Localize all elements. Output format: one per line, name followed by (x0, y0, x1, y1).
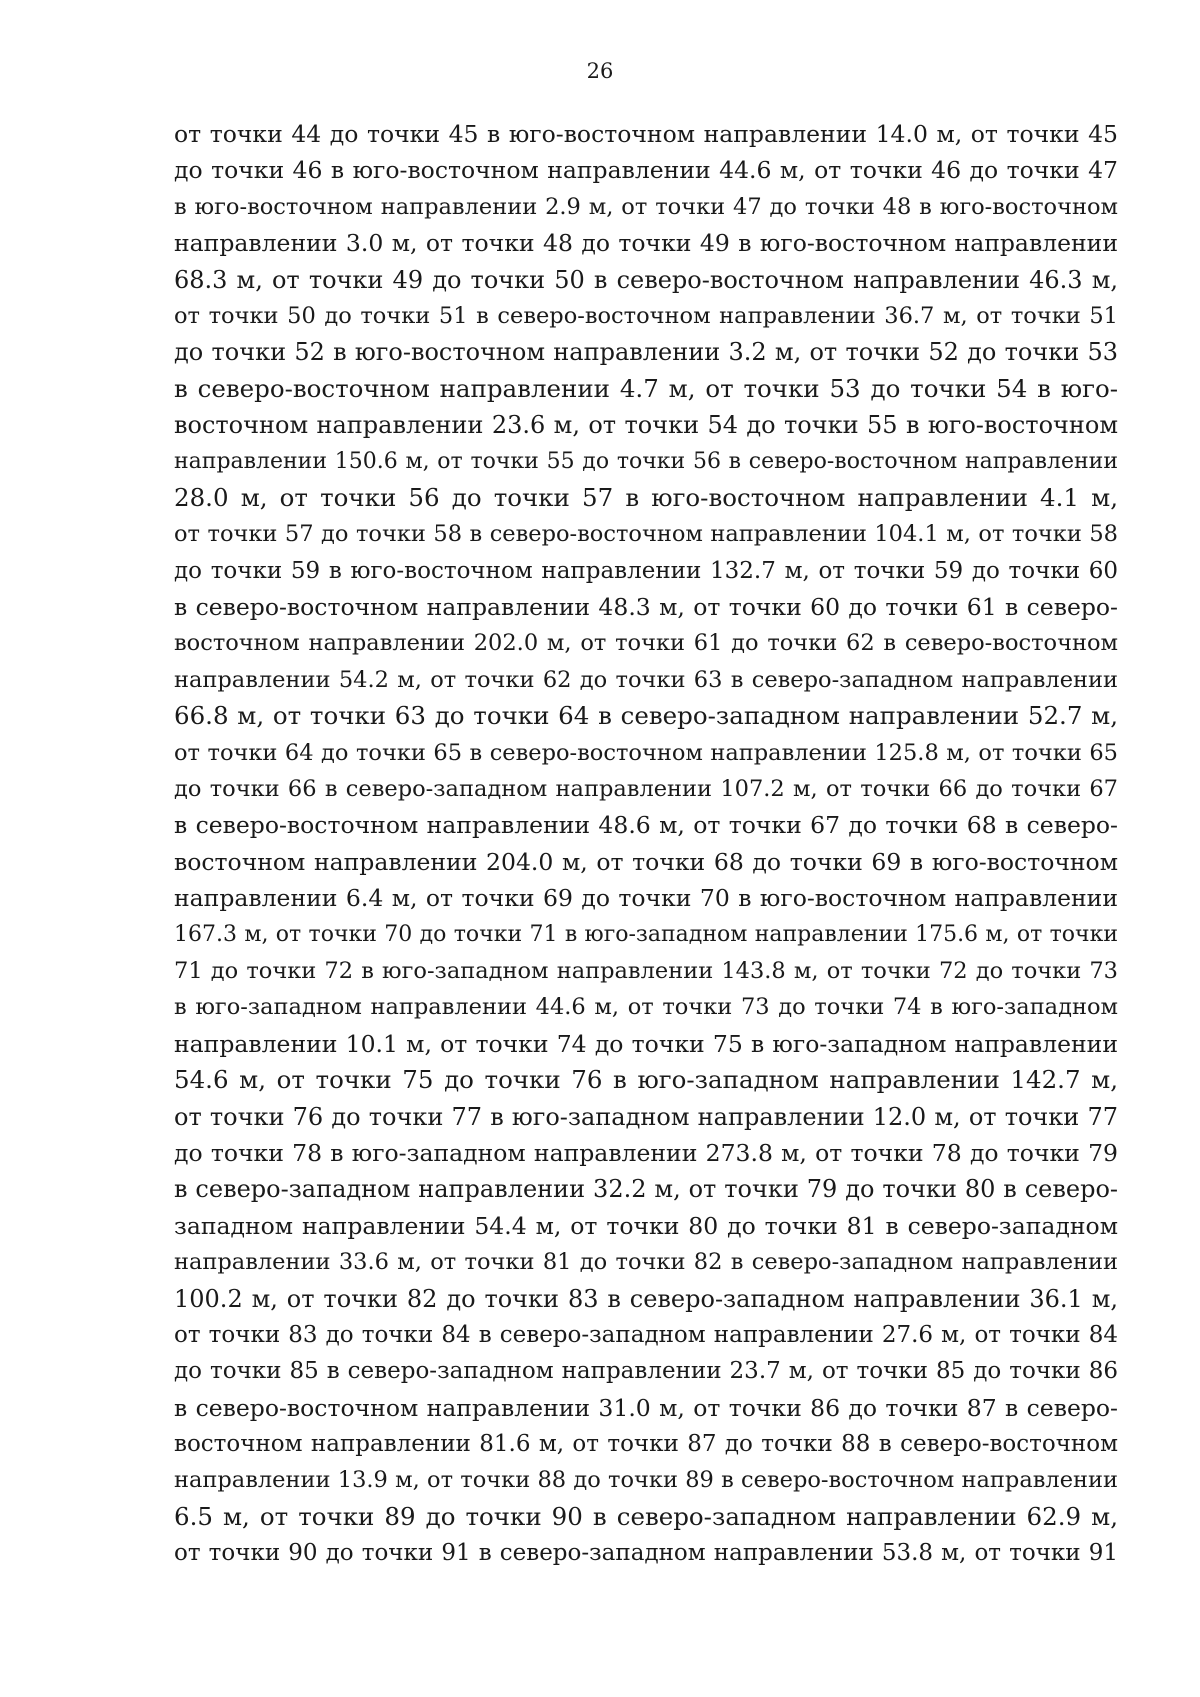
text-line: до точки 46 в юго-восточном направлении 44.6 м, от точки 46 до точки 47 (174, 156, 1118, 185)
text-line: направлении 13.9 м, от точки 88 до точки 89 в северо-восточном направлении (174, 1467, 1118, 1494)
text-line: от точки 83 до точки 84 в северо-западном направлении 27.6 м, от точки 84 (174, 1321, 1118, 1348)
text-line: западном направлении 54.4 м, от точки 80 до точки 81 в северо-западном (174, 1211, 1118, 1240)
text-line: 66.8 м, от точки 63 до точки 64 в северо-западном направлении 52.7 м, (174, 701, 1118, 731)
text-line: от точки 90 до точки 91 в северо-западном направлении 53.8 м, от точки 91 (174, 1540, 1118, 1567)
text-line: направлении 3.0 м, от точки 48 до точки 49 в юго-восточном направлении (174, 229, 1118, 258)
text-line: от точки 76 до точки 77 в юго-западном направлении 12.0 м, от точки 77 (174, 1102, 1118, 1131)
text-line: до точки 78 в юго-западном направлении 273.8 м, от точки 78 до точки 79 (174, 1138, 1118, 1167)
boundary-description-text (174, 116, 1118, 1572)
page-number: 26 (586, 59, 614, 83)
text-line: восточном направлении 81.6 м, от точки 87 до точки 88 в северо-восточном (174, 1431, 1118, 1458)
text-line: до точки 85 в северо-западном направлении 23.7 м, от точки 85 до точки 86 (174, 1358, 1118, 1385)
text-line: до точки 52 в юго-восточном направлении 3.2 м, от точки 52 до точки 53 (174, 338, 1118, 367)
text-line: 68.3 м, от точки 49 до точки 50 в северо-восточном направлении 46.3 м, (174, 265, 1118, 294)
text-line: восточном направлении 23.6 м, от точки 54 до точки 55 в юго-восточном (174, 411, 1118, 440)
text-line: до точки 59 в юго-восточном направлении 132.7 м, от точки 59 до точки 60 (174, 557, 1118, 584)
text-line: направлении 54.2 м, от точки 62 до точки 63 в северо-западном направлении (174, 666, 1118, 693)
text-line: от точки 64 до точки 65 в северо-восточном направлении 125.8 м, от точки 65 (174, 739, 1118, 766)
text-line: 71 до точки 72 в юго-западном направлении 143.8 м, от точки 72 до точки 73 (174, 957, 1118, 984)
text-line: 167.3 м, от точки 70 до точки 71 в юго-западном направлении 175.6 м, от точки (174, 921, 1118, 947)
text-line: в северо-восточном направлении 48.3 м, от точки 60 до точки 61 в северо- (174, 593, 1118, 622)
text-line: 6.5 м, от точки 89 до точки 90 в северо-западном направлении 62.9 м, (174, 1501, 1118, 1531)
text-line: направлении 10.1 м, от точки 74 до точки 75 в юго-западном направлении (174, 1029, 1118, 1058)
text-line: в северо-западном направлении 32.2 м, от точки 79 до точки 80 в северо- (174, 1175, 1118, 1204)
text-line: в юго-западном направлении 44.6 м, от точки 73 до точки 74 в юго-западном (174, 994, 1118, 1021)
text-line: от точки 57 до точки 58 в северо-восточном направлении 104.1 м, от точки 58 (174, 521, 1118, 548)
text-line: направлении 6.4 м, от точки 69 до точки 70 в юго-восточном направлении (174, 884, 1118, 913)
text-line: направлении 150.6 м, от точки 55 до точки 56 в северо-восточном направлении (174, 448, 1118, 474)
text-line: от точки 50 до точки 51 в северо-восточном направлении 36.7 м, от точки 51 (174, 302, 1118, 329)
text-line: восточном направлении 202.0 м, от точки 61 до точки 62 в северо-восточном (174, 630, 1118, 657)
text-line: в северо-восточном направлении 48.6 м, от точки 67 до точки 68 в северо- (174, 811, 1118, 840)
text-line: в северо-восточном направлении 4.7 м, от точки 53 до точки 54 в юго- (174, 373, 1118, 403)
text-line: от точки 44 до точки 45 в юго-восточном направлении 14.0 м, от точки 45 (174, 120, 1118, 148)
text-line: 100.2 м, от точки 82 до точки 83 в северо-западном направлении 36.1 м, (174, 1284, 1118, 1313)
text-line: в юго-восточном направлении 2.9 м, от точки 47 до точки 48 в юго-восточном (174, 193, 1118, 220)
text-line: 28.0 м, от точки 56 до точки 57 в юго-восточном направлении 4.1 м, (174, 482, 1118, 512)
text-line: 54.6 м, от точки 75 до точки 76 в юго-западном направлении 142.7 м, (174, 1065, 1118, 1095)
text-line: в северо-восточном направлении 31.0 м, от точки 86 до точки 87 в северо- (174, 1393, 1118, 1422)
text-line: восточном направлении 204.0 м, от точки 68 до точки 69 в юго-восточном (174, 847, 1118, 876)
text-line: направлении 33.6 м, от точки 81 до точки 82 в северо-западном направлении (174, 1249, 1118, 1276)
text-line: до точки 66 в северо-западном направлении 107.2 м, от точки 66 до точки 67 (174, 776, 1118, 803)
